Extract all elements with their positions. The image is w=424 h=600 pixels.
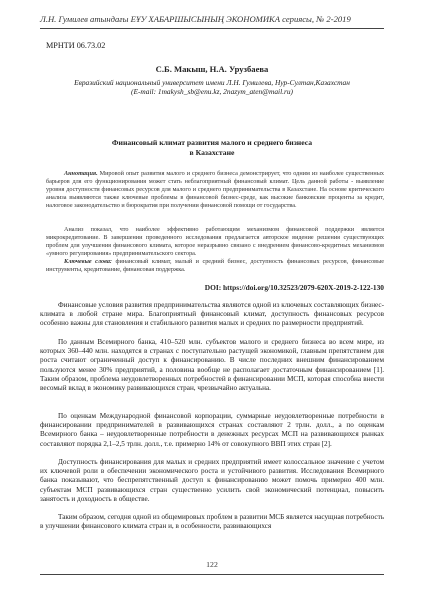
article-title-line-2: в Казахстане [189,147,235,157]
abstract-paragraph-2: Анализ показал, что наиболее эффективно работающим механизмом финансовой поддержки является микрокредитование. В завершении проведенного исследования предлагается авторское видение решения существующих проблем для улучшения финансового климата, которое неразрывно связано с внедрением финансово-кредитных механизмов «умного регулирования» предпринимательского сектора. [46,226,384,258]
footer-rule [40,574,384,575]
abstract-text-1: Мировой опыт развития малого и среднего бизнеса демонстрирует, что одним из наиболее существенных барьеров для его функционирования может стать неблагоприятный финансовый климат. Цель данной работы - выявление уровня доступности финансовых ресурсов для малого и среднего предпринимательства в Казахстане. На основе критического анализа выявляются также ключевые проблемы в финансовой бизнес-среде, как высокие банковские проценты за кредит, налоговое законодательство и бюрократия при получении финансовой помощи от государства. [46,170,384,210]
body-paragraph-2: По данным Всемирного банка, 410–520 млн. субъектов малого и среднего бизнеса во всем мире, из которых 360–440 млн. находятся в странах с поступательно растущей экономикой, главным препятствием для роста считают ограниченный доступ к финансированию. В числе последних внешним финансированием пользуются менее 30% предприятий, а половина вообще не располагает достаточным финансированием [1]. Таким образом, проблема неудовлетворенных потребностей в финансировании МСП, которая способна внести весомый вклад в экономику развивающихся стран, чрезвычайно актуальна. [40,338,384,393]
keywords-text: финансовый климат, малый и средний бизнес, доступность финансовых ресурсов, финансовые инструменты, кредитование, финансовая поддержка. [46,258,385,274]
keywords-paragraph [46,258,384,274]
header-rule [40,28,384,29]
body-paragraph-3: По оценкам Международной финансовой корпорации, суммарные неудовлетворенные потребности в финансировании предпринимателей в развивающихся странах составляют 2 трлн. долл., а по оценкам Всемирного банка – неудовлетворенные потребности в денежных ресурсах МСП на развивающихся рынках составляют порядка 2,1–2,5 трлн. долл., т.е. примерно 14% от совокупного ВВП этих стран [2]. [40,412,384,448]
author-emails: (E-mail: 1makysh_sb@enu.kz, 2nazym_aten@mail.ru) [131,87,293,97]
abstract-paragraph-1 [46,170,384,210]
udc-code: МРНТИ 06.73.02 [46,41,106,50]
article-authors: С.Б. Макыш, Н.А. Урузбаева [155,64,269,74]
body-paragraph-4: Доступность финансирования для малых и средних предприятий имеет колоссальное значение с учетом их ключевой роли в обеспечении экономического роста и устойчивого развития. Исследования Всемирного банка показывают, что беспрепятственный доступ к финансированию может помочь примерно 400 млн. субъектам МСП развивающихся стран существенно усилить свой экономический потенциал, повысить занятость и доходность в обществе. [40,458,384,503]
running-header: Л.Н. Гумилев атындағы ЕҰУ ХАБАРШЫСЫНЫҢ ЭКОНОМИКА сериясы, № 2-2019 [40,14,351,24]
body-paragraph-1: Финансовые условия развития предпринимательства являются одной из ключевых составляющих бизнес-климата в любой стране мира. Благоприятный финансовый климат, доступность финансовых ресурсов особенно важны для становления и стабильного развития малых и средних по размерности предприятий. [40,301,384,328]
article-doi: DOI: https://doi.org/10.32523/2079-620X-2019-2-122-130 [204,283,384,292]
article-title [46,138,378,157]
author-affiliation [46,78,378,97]
keywords-label: Ключевые слова: [64,258,112,265]
affiliation-text: Евразийский национальный университет имени Л.Н. Гумилева, Нур-Султан,Казахстан [74,78,350,87]
page-number: 122 [206,560,218,569]
body-paragraph-5: Таким образом, сегодня одной из общемировых проблем в развитии МСБ является насущная потребность в улучшении финансового климата стран и, в особенности, развивающихся [40,513,384,531]
abstract-label: Аннотация. [64,170,98,177]
article-title-line-1: Финансовый климат развития малого и среднего бизнеса [111,138,313,147]
